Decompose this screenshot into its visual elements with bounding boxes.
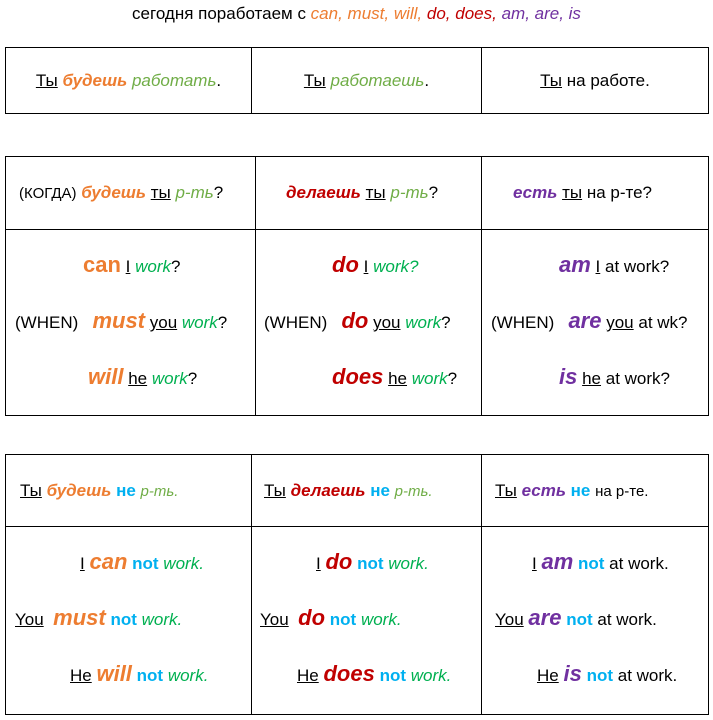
verb-word: р-ть bbox=[175, 183, 214, 202]
verb-word: work bbox=[151, 369, 188, 388]
aux-word: is bbox=[559, 364, 578, 389]
aux-word: будешь bbox=[81, 183, 146, 202]
rest-text: at work. bbox=[597, 610, 657, 629]
aux-word: does bbox=[332, 364, 384, 389]
cell-do-questions bbox=[256, 230, 482, 416]
table-statements bbox=[5, 47, 709, 114]
verb-word: work? bbox=[373, 257, 419, 276]
list-item bbox=[495, 605, 657, 631]
subject: I bbox=[125, 257, 131, 276]
aux-word: будешь bbox=[62, 70, 128, 90]
title-do-does: do, does, bbox=[426, 4, 497, 23]
list-item bbox=[559, 252, 669, 278]
list-item: (WHEN) must you work? bbox=[15, 308, 228, 333]
negation-word: не bbox=[570, 480, 591, 500]
cell-modal-negations bbox=[6, 527, 252, 715]
list-item bbox=[532, 549, 669, 575]
negation-word: not bbox=[578, 554, 605, 573]
subject: you bbox=[606, 313, 634, 332]
list-item: does he work? bbox=[332, 364, 458, 389]
negation-word: not bbox=[110, 610, 137, 629]
subject: Ты bbox=[35, 70, 58, 90]
verb-word: work. bbox=[167, 666, 209, 685]
list-item: can I work? bbox=[83, 252, 181, 277]
rest-text: на р-те. bbox=[595, 482, 649, 500]
aux-word: will bbox=[96, 661, 132, 686]
aux-word: есть bbox=[521, 480, 566, 500]
aux-word: are bbox=[568, 308, 602, 333]
aux-word: must bbox=[92, 308, 145, 333]
aux-word: do bbox=[332, 252, 359, 277]
verb-word: работать bbox=[131, 70, 217, 90]
cell-modal-questions bbox=[6, 230, 256, 416]
list-item bbox=[316, 549, 429, 575]
cell-do-negations bbox=[252, 527, 482, 715]
verb-word: work bbox=[411, 369, 448, 388]
subject: you bbox=[149, 313, 178, 332]
subject: ты bbox=[562, 183, 583, 202]
table-questions bbox=[5, 156, 709, 416]
subject: I bbox=[595, 257, 601, 276]
rest-text: at work. bbox=[617, 666, 678, 685]
list-item: (WHEN) do you work? bbox=[264, 308, 451, 333]
list-item bbox=[297, 661, 451, 687]
header-to-be-question bbox=[482, 157, 709, 230]
aux-word: есть bbox=[513, 183, 558, 202]
cell-to-be bbox=[482, 48, 709, 114]
list-item: (WHEN) are you at wk? bbox=[491, 308, 688, 333]
page-title bbox=[0, 4, 713, 24]
aux-word: can bbox=[83, 252, 121, 277]
header-present-negation bbox=[252, 455, 482, 527]
list-item bbox=[559, 364, 670, 390]
subject: Ты bbox=[540, 70, 563, 90]
subject: Ты bbox=[264, 480, 286, 500]
list-item bbox=[537, 661, 677, 687]
list-item bbox=[80, 549, 204, 575]
subject: you bbox=[373, 313, 401, 332]
subject: ты bbox=[365, 183, 386, 202]
negation-word: not bbox=[379, 666, 406, 685]
title-to-be: am, are, is bbox=[501, 4, 581, 23]
subject: You bbox=[260, 610, 289, 629]
verb-word: work bbox=[181, 313, 218, 332]
negation-word: not bbox=[132, 554, 159, 573]
negation-word: not bbox=[329, 610, 357, 629]
subject: I bbox=[80, 554, 85, 573]
list-item bbox=[332, 252, 418, 278]
negation-word: не bbox=[370, 480, 390, 500]
list-item bbox=[70, 661, 208, 687]
list-item bbox=[260, 605, 402, 631]
aux-word: делаешь bbox=[286, 183, 361, 202]
aux-word: am bbox=[541, 549, 574, 574]
header-to-be-negation bbox=[482, 455, 709, 527]
verb-word: work. bbox=[388, 554, 429, 573]
rest-text: at work? bbox=[605, 257, 670, 276]
negation-word: not bbox=[566, 610, 593, 629]
negation-word: not bbox=[136, 666, 164, 685]
verb-word: work bbox=[405, 313, 442, 332]
negation-word: не bbox=[116, 480, 136, 500]
title-prefix: сегодня поработаем с bbox=[132, 4, 311, 23]
table-negations bbox=[5, 454, 709, 715]
rest-text: на р-те? bbox=[586, 183, 652, 202]
list-item bbox=[15, 605, 182, 631]
cell-to-be-negations bbox=[482, 527, 709, 715]
aux-word: делаешь bbox=[290, 480, 366, 500]
header-future-negation bbox=[6, 455, 252, 527]
cell-present: Ты работаешь. bbox=[252, 48, 482, 114]
subject: he bbox=[128, 369, 148, 388]
aux-word: do bbox=[298, 605, 326, 630]
aux-word: будешь bbox=[46, 480, 112, 500]
negation-word: not bbox=[586, 666, 613, 685]
subject: He bbox=[537, 666, 559, 685]
aux-word: will bbox=[88, 364, 124, 389]
subject: I bbox=[316, 554, 321, 573]
aux-word: does bbox=[323, 661, 375, 686]
verb-word: work. bbox=[410, 666, 452, 685]
aux-word: do bbox=[325, 549, 353, 574]
header-present-question: делаешь ты р-ть? bbox=[256, 157, 482, 230]
verb-word: работаешь bbox=[330, 70, 425, 90]
verb-word: р-ть. bbox=[394, 482, 433, 500]
subject: I bbox=[532, 554, 537, 573]
verb-word: work. bbox=[141, 610, 183, 629]
aux-word: am bbox=[559, 252, 591, 277]
subject: he bbox=[388, 369, 408, 388]
subject: ты bbox=[150, 183, 171, 202]
header-future-question: (КОГДА) будешь ты р-ть? bbox=[6, 157, 256, 230]
aux-word: is bbox=[563, 661, 582, 686]
subject: You bbox=[15, 610, 44, 629]
subject: I bbox=[363, 257, 369, 276]
verb-word: work bbox=[135, 257, 172, 276]
subject: Ты bbox=[20, 480, 42, 500]
cell-future: Ты будешь работать. bbox=[6, 48, 252, 114]
aux-word: are bbox=[528, 605, 562, 630]
verb-word: р-ть. bbox=[140, 482, 179, 500]
subject: You bbox=[495, 610, 524, 629]
subject: He bbox=[297, 666, 319, 685]
list-item: will he work? bbox=[88, 364, 198, 389]
verb-word: work. bbox=[360, 610, 402, 629]
aux-word: can bbox=[89, 549, 128, 574]
subject: Ты bbox=[495, 480, 517, 500]
aux-word: do bbox=[341, 308, 369, 333]
rest-text: at work? bbox=[605, 369, 670, 388]
rest-text: at wk? bbox=[638, 313, 688, 332]
verb-word: р-ть bbox=[390, 183, 429, 202]
negation-word: not bbox=[357, 554, 384, 573]
rest-text: на работе. bbox=[566, 70, 650, 90]
aux-word: must bbox=[53, 605, 106, 630]
subject: Ты bbox=[303, 70, 326, 90]
cell-to-be-questions bbox=[482, 230, 709, 416]
subject: he bbox=[582, 369, 602, 388]
subject: He bbox=[70, 666, 92, 685]
title-modals: can, must, will, bbox=[310, 4, 423, 23]
verb-word: work. bbox=[163, 554, 204, 573]
rest-text: at work. bbox=[609, 554, 669, 573]
